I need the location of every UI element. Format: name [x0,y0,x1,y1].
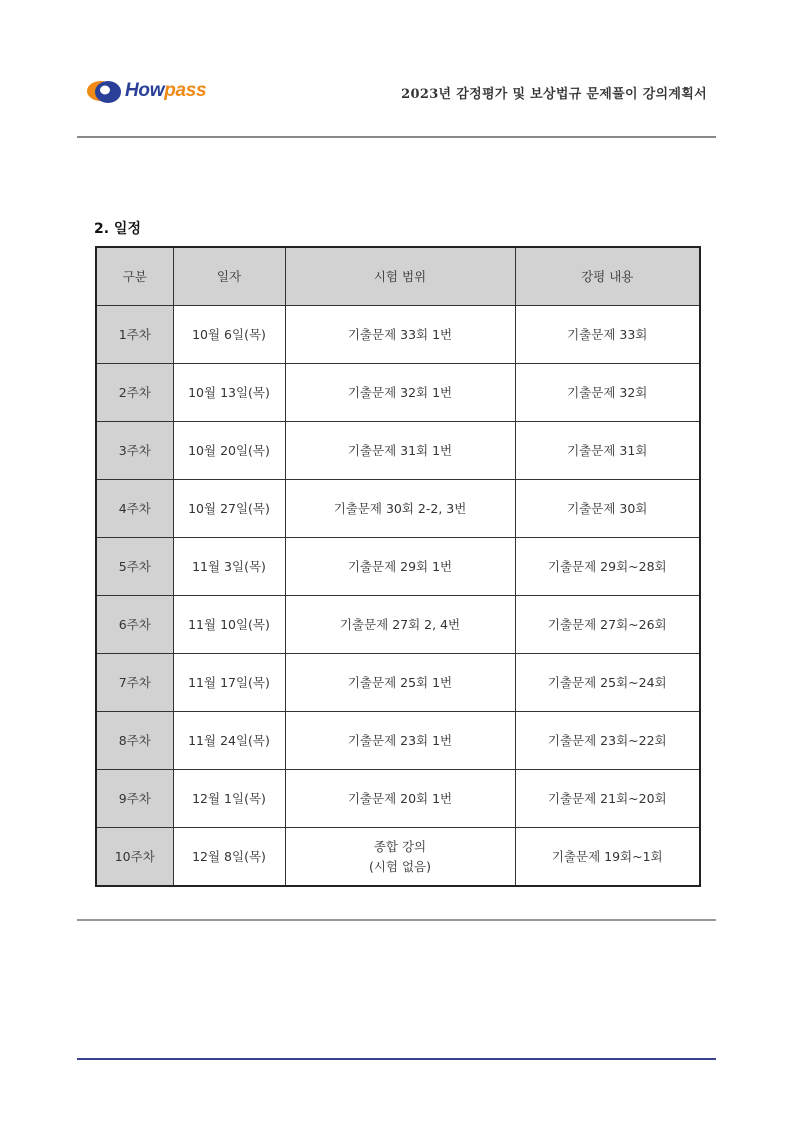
table-row [96,770,700,828]
week-cell: 6주차 [96,596,173,654]
week-cell: 9주차 [96,770,173,828]
table-row [96,712,700,770]
footer-divider [77,1058,716,1060]
week-cell: 10주차 [96,828,173,887]
logo-wordmark [125,80,206,102]
date-cell: 10월 20일(목) [173,422,285,480]
review-cell: 기출문제 32회 [515,364,700,422]
table-row [96,480,700,538]
review-cell: 기출문제 21회~20회 [515,770,700,828]
review-cell: 기출문제 27회~26회 [515,596,700,654]
table-bottom-divider [77,919,716,921]
table-row [96,828,700,887]
logo-icon [85,77,125,107]
date-cell: 10월 27일(목) [173,480,285,538]
date-cell: 11월 17일(목) [173,654,285,712]
review-cell: 기출문제 33회 [515,306,700,364]
date-cell: 11월 3일(목) [173,538,285,596]
week-cell: 1주차 [96,306,173,364]
date-cell: 12월 1일(목) [173,770,285,828]
range-cell: 기출문제 27회 2, 4번 [285,596,515,654]
range-cell: 기출문제 32회 1번 [285,364,515,422]
week-cell: 3주차 [96,422,173,480]
table-row [96,654,700,712]
range-cell: 기출문제 25회 1번 [285,654,515,712]
section-title: 2. 일정 [94,221,141,237]
table-row [96,306,700,364]
date-cell: 12월 8일(목) [173,828,285,887]
range-cell: 기출문제 33회 1번 [285,306,515,364]
range-line-1: 종합 강의 [373,838,427,854]
date-cell: 11월 24일(목) [173,712,285,770]
review-cell: 기출문제 31회 [515,422,700,480]
schedule-table [95,246,701,887]
review-cell: 기출문제 29회~28회 [515,538,700,596]
review-cell: 기출문제 30회 [515,480,700,538]
week-cell: 4주차 [96,480,173,538]
logo-how: How [125,80,165,101]
table-row [96,538,700,596]
date-cell: 10월 6일(목) [173,306,285,364]
table-header-row [96,247,700,306]
review-cell: 기출문제 23회~22회 [515,712,700,770]
week-cell: 5주차 [96,538,173,596]
range-cell: 기출문제 23회 1번 [285,712,515,770]
range-cell: 기출문제 20회 1번 [285,770,515,828]
header-date: 일자 [173,247,285,306]
range-line-2: (시험 없음) [368,858,432,874]
table-row [96,596,700,654]
howpass-logo [85,77,235,107]
date-cell: 11월 10일(목) [173,596,285,654]
header-review: 강평 내용 [515,247,700,306]
header-divider [77,136,716,138]
range-cell: 기출문제 31회 1번 [285,422,515,480]
week-cell: 2주차 [96,364,173,422]
header-week: 구분 [96,247,173,306]
document-title: 2023년 감정평가 및 보상법규 문제풀이 강의계획서 [401,87,707,102]
range-cell [285,828,515,887]
table-row [96,364,700,422]
review-cell: 기출문제 19회~1회 [515,828,700,887]
review-cell: 기출문제 25회~24회 [515,654,700,712]
logo-pass: pass [164,80,207,101]
range-cell: 기출문제 30회 2-2, 3번 [285,480,515,538]
week-cell: 8주차 [96,712,173,770]
table-row [96,422,700,480]
date-cell: 10월 13일(목) [173,364,285,422]
range-cell: 기출문제 29회 1번 [285,538,515,596]
header-exam-range: 시험 범위 [285,247,515,306]
week-cell: 7주차 [96,654,173,712]
